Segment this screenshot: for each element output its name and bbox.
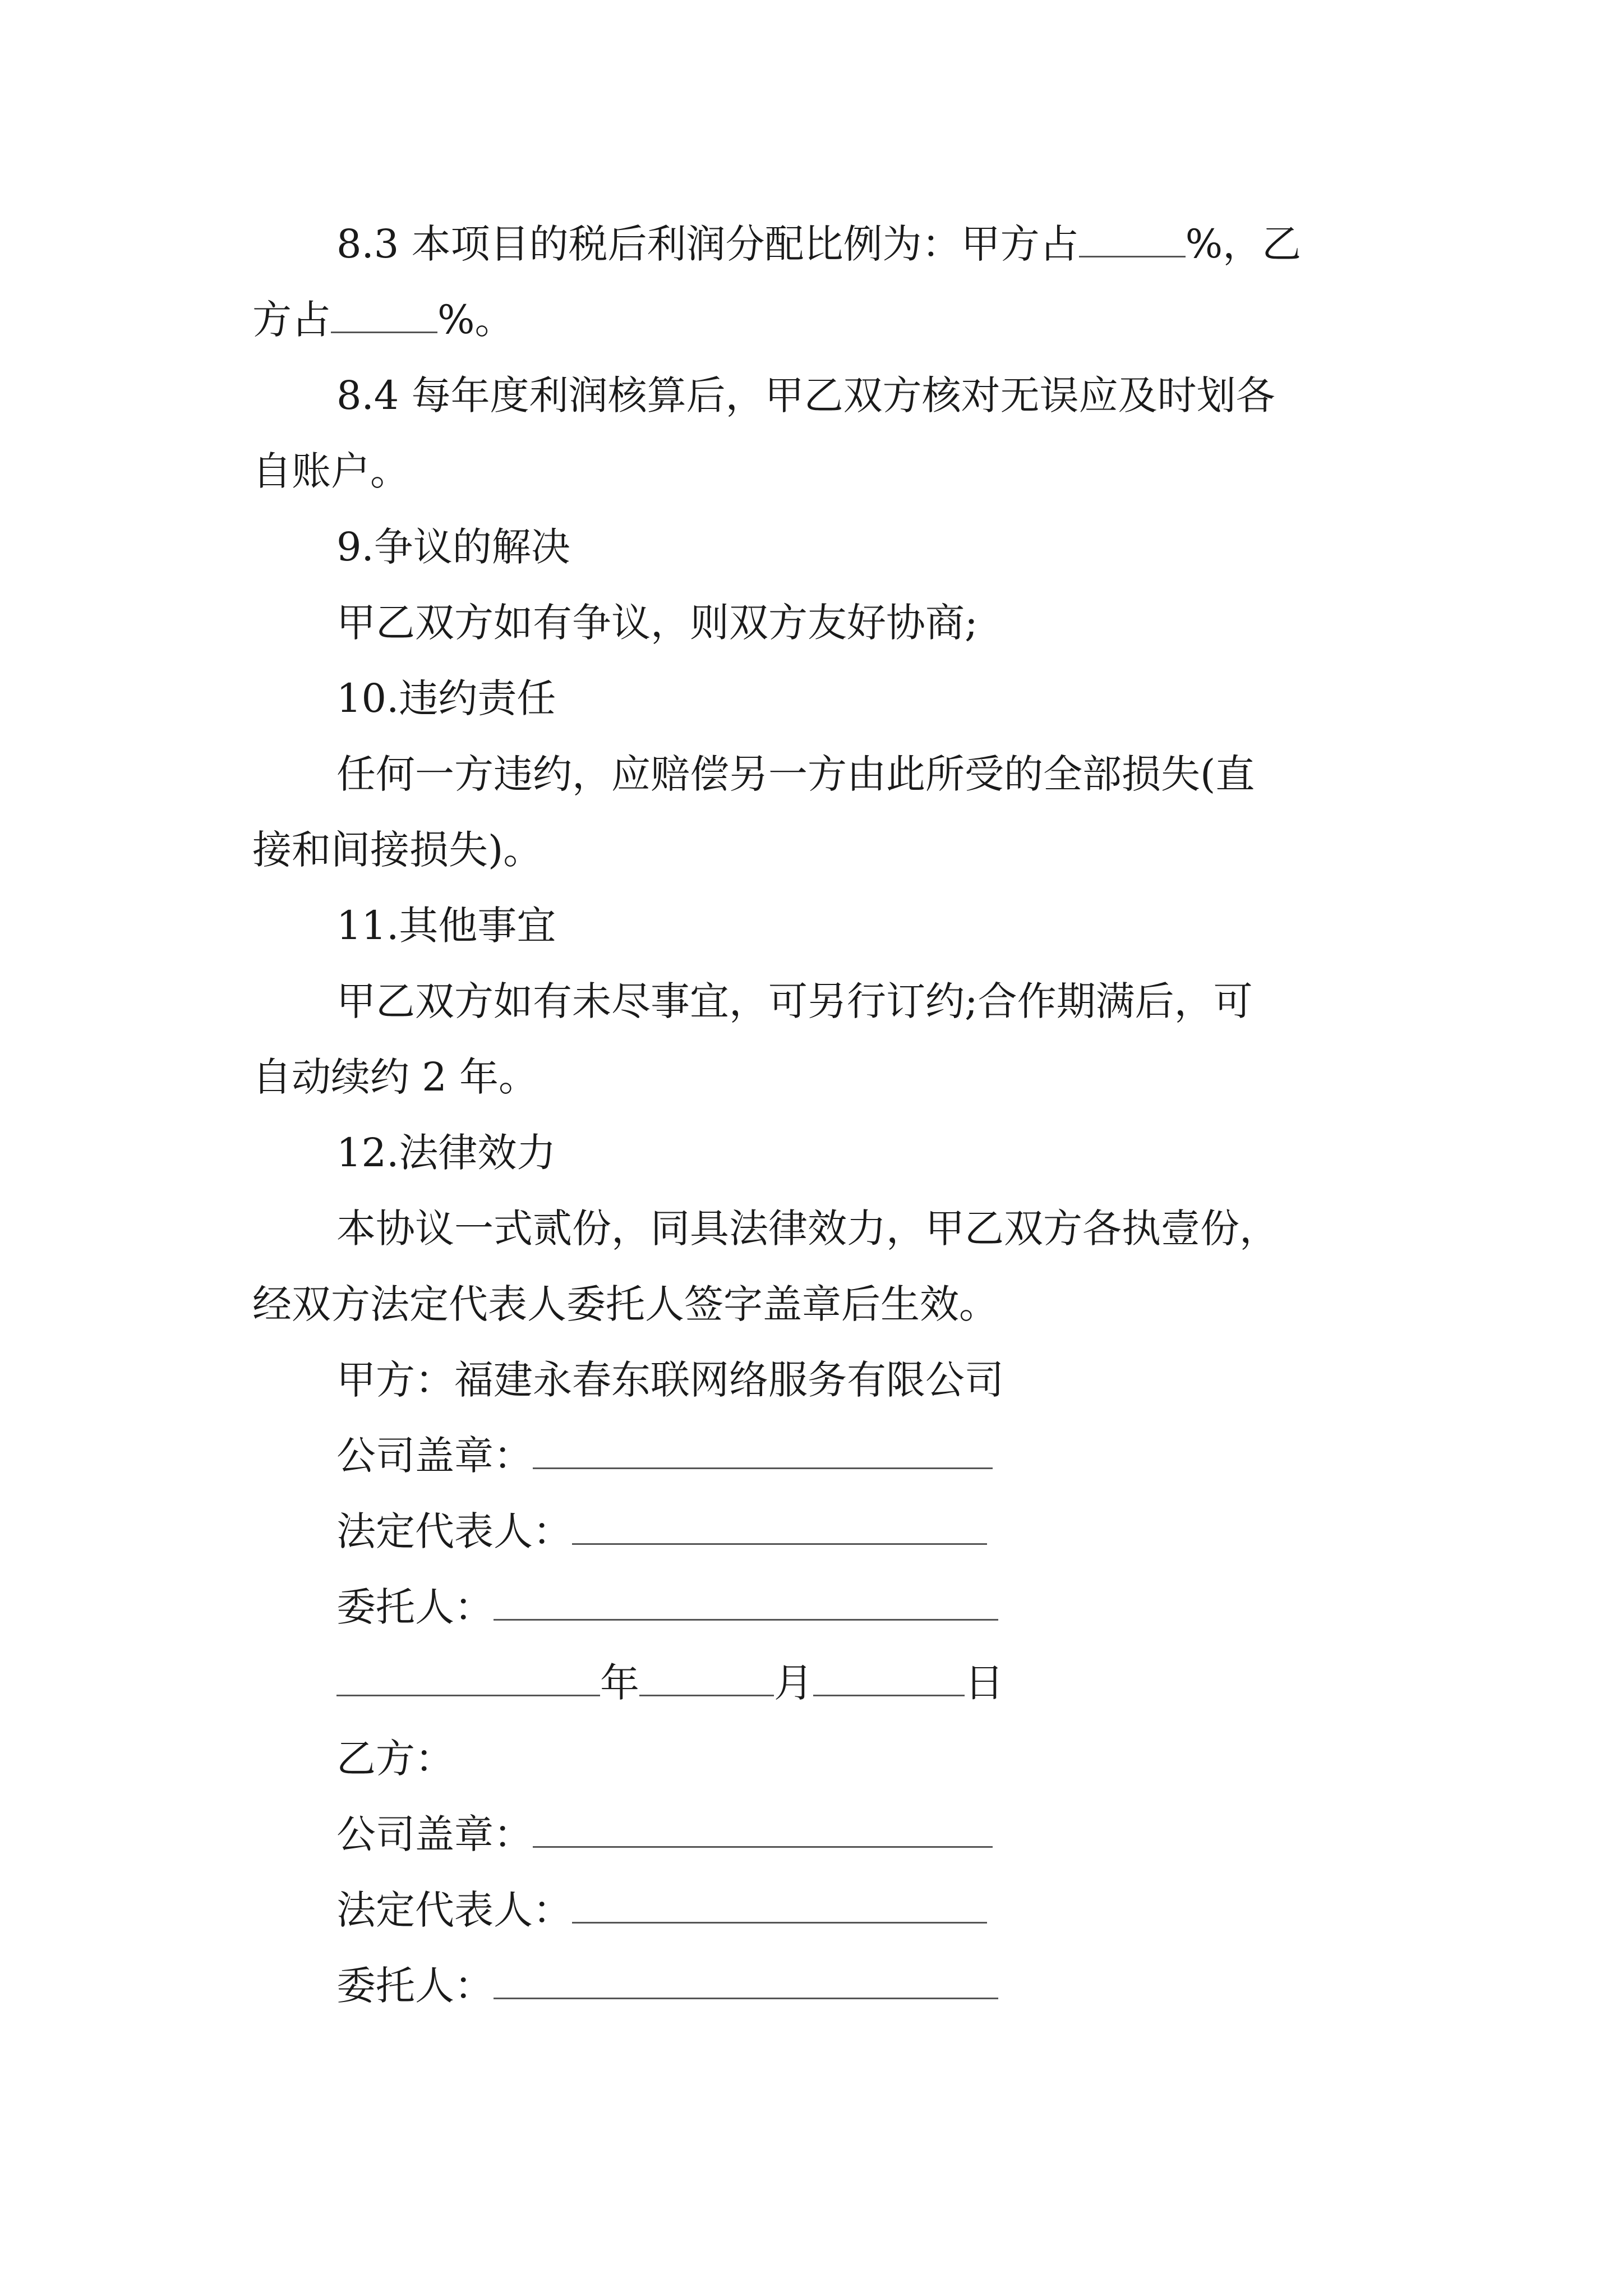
clause-8-4-line-1: 8.4 每年度利润核算后，甲乙双方核对无误应及时划各 [336, 372, 1275, 418]
party-a-legal-rep-row [336, 1501, 987, 1562]
date-month-blank [639, 1661, 774, 1696]
clause-12-line-2: 经双方法定代表人委托人签字盖章后生效。 [252, 1281, 998, 1327]
heading-10: 10.违约责任 [336, 675, 556, 721]
party-b-legal-rep-row [336, 1879, 987, 1941]
party-a-agent-label: 委托人： [336, 1584, 494, 1630]
clause-8-3-text-2: 方占 [252, 297, 331, 343]
heading-11: 11.其他事宜 [336, 903, 556, 949]
clause-10-line-2: 接和间接损失)。 [252, 827, 543, 873]
date-year-label: 年 [600, 1660, 639, 1706]
clause-11-line-1: 甲乙双方如有未尽事宜，可另行订约;合作期满后，可 [336, 978, 1253, 1024]
party-b-seal-label: 公司盖章： [336, 1811, 533, 1857]
party-a-agent-blank [494, 1585, 998, 1621]
clause-11-line-2: 自动续约 2 年。 [252, 1054, 538, 1100]
clause-8-3-text: 8.3 本项目的税后利润分配比例为：甲方占 [336, 221, 1079, 267]
party-a-legal-rep-label: 法定代表人： [336, 1508, 572, 1554]
party-a-seal-row [336, 1425, 993, 1487]
party-b-agent-blank [494, 1964, 998, 1999]
party-b-agent-label: 委托人： [336, 1963, 494, 2009]
party-a-agent-row [336, 1576, 998, 1638]
date-year-blank [336, 1661, 600, 1696]
clause-12-line-1: 本协议一式贰份，同具法律效力，甲乙双方各执壹份， [336, 1205, 1279, 1251]
party-a-seal-blank [533, 1434, 993, 1469]
heading-12: 12.法律效力 [336, 1130, 556, 1176]
clause-8-3-line-2 [252, 289, 514, 351]
clause-8-3-percent-b: %。 [437, 297, 514, 343]
party-a-legal-rep-blank [572, 1510, 987, 1545]
party-a-date-row [336, 1652, 1004, 1714]
date-day-blank [813, 1661, 965, 1696]
blank-party-b-percent [331, 298, 437, 333]
party-b-legal-rep-label: 法定代表人： [336, 1887, 572, 1933]
party-a-name: 甲方：福建永春东联网络服务有限公司 [336, 1357, 1004, 1403]
party-b-name: 乙方： [336, 1736, 454, 1782]
party-a-seal-label: 公司盖章： [336, 1433, 533, 1479]
clause-10-line-1: 任何一方违约，应赔偿另一方由此所受的全部损失(直 [336, 751, 1255, 797]
date-day-label: 日 [965, 1660, 1004, 1706]
date-month-label: 月 [774, 1660, 813, 1706]
party-b-seal-row [336, 1803, 993, 1865]
heading-9: 9.争议的解决 [336, 524, 570, 570]
clause-8-3-line-1 [336, 213, 1301, 275]
clause-8-3-percent-a: %，乙 [1185, 221, 1302, 267]
clause-8-4-line-2: 自账户。 [252, 448, 409, 494]
blank-party-a-percent [1079, 222, 1186, 257]
party-b-seal-blank [533, 1812, 993, 1848]
clause-9: 甲乙双方如有争议，则双方友好协商; [336, 600, 978, 646]
party-b-legal-rep-blank [572, 1888, 987, 1924]
party-b-agent-row [336, 1955, 998, 2017]
